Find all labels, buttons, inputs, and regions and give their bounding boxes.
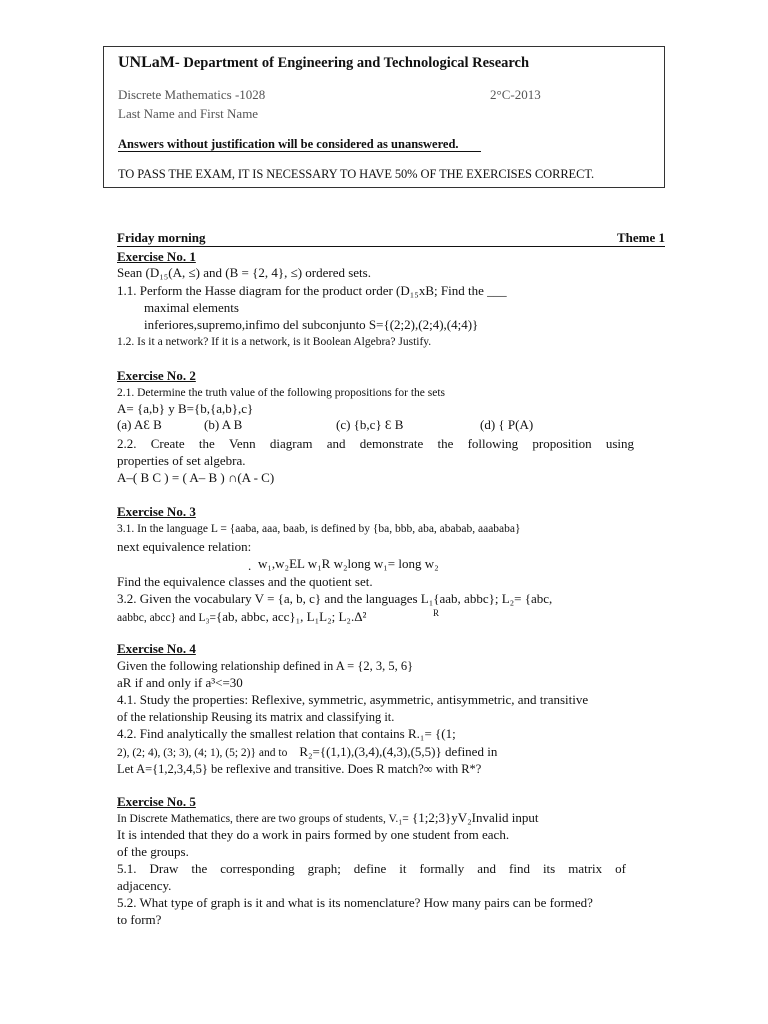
q22-word: and [326,436,346,451]
q51-word: of [615,861,626,876]
q51-word: and [477,861,497,876]
exercise-1-title: Exercise No. 1 [117,249,196,264]
dot-mark: . [248,558,252,573]
q51-word: 5.1. [117,861,137,876]
language-l3-label: aabbc, abcc} and L₃= [117,612,217,624]
question-5-2-cont: to form? [117,912,162,927]
q22-word: using [605,436,634,451]
question-3-1-relation-intro: next equivalence relation: [117,539,252,554]
exam-header [103,46,665,188]
question-5-1 [117,861,626,877]
q22-word: Venn [228,436,256,451]
q22-word: the [437,436,454,451]
theme-row [117,230,665,247]
question-3-2-languages [117,609,366,626]
q51-word: define [353,861,387,876]
q51-word: corresponding [220,861,295,876]
institution-name: UNLaM [118,54,175,71]
header-title [118,54,529,72]
justification-warning: Answers without justification will be considered as unanswered. [118,137,481,152]
question-2-2 [117,436,634,452]
relation-r1-pairs: 2), (2; 4), (3; 3), (4; 1), (5; 2)} and to [117,747,288,759]
q22-word: following [467,436,519,451]
exercise-4-title: Exercise No. 4 [117,641,196,656]
question-2-1: 2.1. Determine the truth value of the following propositions for the sets [117,387,446,399]
theme-label: Theme 1 [616,230,665,245]
question-4-2-cont: Let A={1,2,3,4,5} be reflexive and transitive. Does R match?∞ with R*? [117,762,482,776]
question-1-1-maximal: maximal elements [144,300,239,315]
q22-word: 2.2. [117,436,137,451]
pass-rule: TO PASS THE EXAM, IT IS NECESSARY TO HAVE 50% OF THE EXERCISES CORRECT. [118,167,594,181]
question-4-2: 4.2. Find analytically the smallest relation that contains R.₁= {(1; [117,726,456,741]
q22-word: Create [150,436,185,451]
question-1-2: 1.2. Is it a network? If it is a network, is it Boolean Algebra? Justify. [117,336,432,348]
question-5-1-cont: adjacency. [117,878,172,893]
q51-word: Draw [149,861,179,876]
q51-word: formally [419,861,465,876]
q51-word: matrix [568,861,603,876]
option-d: (d) { P(A) [480,417,534,432]
sets-definition: A= {a,b} y B={b,{a,b},c} [117,401,254,416]
q22-word: demonstrate [359,436,424,451]
question-2-2-cont: properties of set algebra. [117,453,246,468]
relation-definition: w₁,w₂EL w₁R w₂long w₁= long w₂ [258,556,439,571]
exercise-4-intro: Given the following relationship defined in A = {2, 3, 5, 6} [117,659,414,673]
exercise-2-title: Exercise No. 2 [117,368,196,383]
question-3-2: 3.2. Given the vocabulary V = {a, b, c} and the languages L₁{aab, abbc}; L₂= {abc, [117,591,553,606]
groups-definition: {1;2;3}yV₂Invalid input [412,810,539,825]
groups-intro: In Discrete Mathematics, there are two groups of students, V.₁= [117,813,409,825]
q51-word: its [542,861,556,876]
relation-rule: aR if and only if a³<=30 [117,675,243,690]
q22-word: the [198,436,215,451]
question-4-1: 4.1. Study the properties: Reflexive, symmetric, asymmetric, antisymmetric, and transitive [117,692,589,707]
q22-word: proposition [532,436,592,451]
relation-r2: R₂={(1,1),(3,4),(4,3),(5,5)} defined in [299,744,498,759]
q51-word: the [191,861,208,876]
exercise-5-groups: of the groups. [117,844,189,859]
exercise-3-title: Exercise No. 3 [117,504,196,519]
exercise-5-pairs: It is intended that they do a work in pairs formed by one student from each. [117,827,510,842]
exam-period: 2°C-2013 [490,87,541,102]
reverse-mark: R [433,608,440,618]
option-c: (c) {b,c} Ɛ B [336,417,404,432]
department-name: - Department of Engineering and Technological Research [174,55,530,71]
q51-word: find [509,861,530,876]
question-3-1-task: Find the equivalence classes and the quotient set. [117,574,373,589]
q51-word: graph; [307,861,341,876]
session-label: Friday morning [117,230,206,245]
q51-word: it [399,861,407,876]
exercise-5-intro [117,810,538,827]
option-a: (a) AƐ B [117,417,162,432]
question-1-1: 1.1. Perform the Hasse diagram for the product order (D₁₅xB; Find the ___ [117,283,507,298]
question-5-2: 5.2. What type of graph is it and what is its nomenclature? How many pairs can be formed? [117,895,593,910]
option-b: (b) A B [204,417,243,432]
course-name: Discrete Mathematics -1028 [118,87,266,102]
language-operations: {ab, abbc, acc}₁, L₁L₂; L₂.Δ² [216,609,367,624]
question-3-1: 3.1. In the language L = {aaba, aaa, baab, is defined by {ba, bbb, aba, ababab, aaababa} [117,523,521,535]
proposition: A–( B C ) = ( A– B ) ∩(A - C) [117,470,275,485]
q22-word: diagram [269,436,313,451]
exercise-1-intro: Sean (D₁₅(A, ≤) and (B = {2, 4}, ≤) ordered sets. [117,265,371,280]
question-1-1-subset: inferiores,supremo,infimo del subconjunto S={(2;2),(2;4),(4;4)} [144,317,479,332]
name-field-label: Last Name and First Name [118,106,259,121]
question-4-2-relations [117,744,497,761]
question-4-1-cont: of the relationship Reusing its matrix and classifying it. [117,710,395,724]
exercise-5-title: Exercise No. 5 [117,794,196,809]
